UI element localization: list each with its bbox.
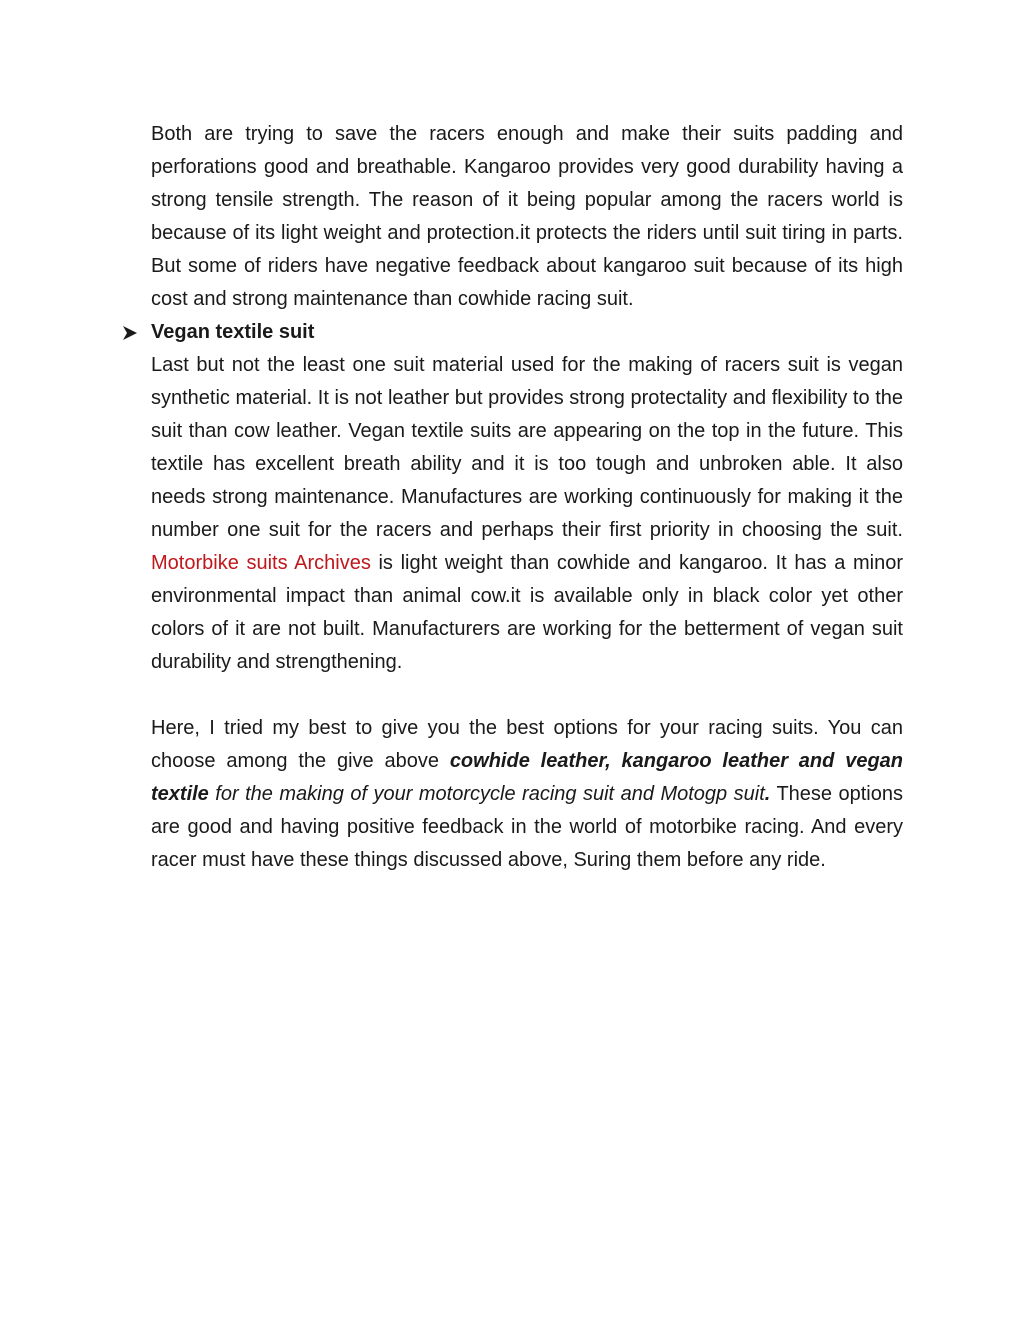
bullet-item-vegan-textile	[151, 316, 903, 349]
paragraph-text: Last but not the least one suit material used for the making of racers suit is vegan synthetic material. It is not leather but provides strong protectality and flexibility to the suit than cow leather. Vegan textile suits are appearing on the top in the future. This textile has excellent breath ability and it is too tough and unbroken able. It also needs strong maintenance. Manufactures are working continuously for making it the number one suit for the racers and perhaps their first priority in choosing the suit.	[151, 354, 903, 541]
section-heading: Vegan textile suit	[151, 321, 315, 343]
paragraph-conclusion	[151, 712, 903, 877]
paragraph-text: is light weight than cowhide and kangaroo. It has a minor environmental impact than animal cow.it is available only in black color yet other colors of it are not built. Manufacturers are working for the betterment of vegan suit durability and strengthening.	[151, 552, 903, 673]
document-body	[151, 118, 903, 877]
paragraph-text: These options are good and having positive feedback in the world of motorbike racing. And every racer must have these things discussed above, Suring them before any ride.	[151, 783, 903, 871]
arrowhead-bullet-icon	[119, 316, 141, 349]
paragraph-text: Here, I tried my best to give you the best options for your racing suits. You can choose among the give above	[151, 717, 903, 772]
paragraph-vegan-textile	[151, 349, 903, 679]
emphasis-materials: cowhide leather, kangaroo leather and vegan textile	[151, 750, 903, 805]
paragraph-kangaroo: Both are trying to save the racers enough and make their suits padding and perforations good and breathable. Kangaroo provides very good durability having a strong tensile strength. The reason of it being popular among the racers world is because of its light weight and protection.it protects the riders until suit tiring in parts. But some of riders have negative feedback about kangaroo suit because of its high cost and strong maintenance than cowhide racing suit.	[151, 123, 903, 310]
emphasis-purpose: for the making of your motorcycle racing suit and Motogp suit	[208, 783, 765, 805]
paragraph-spacer	[151, 679, 903, 712]
motorbike-suits-archives-link[interactable]: Motorbike suits Archives	[151, 552, 371, 574]
emphasis-period: .	[764, 783, 771, 805]
